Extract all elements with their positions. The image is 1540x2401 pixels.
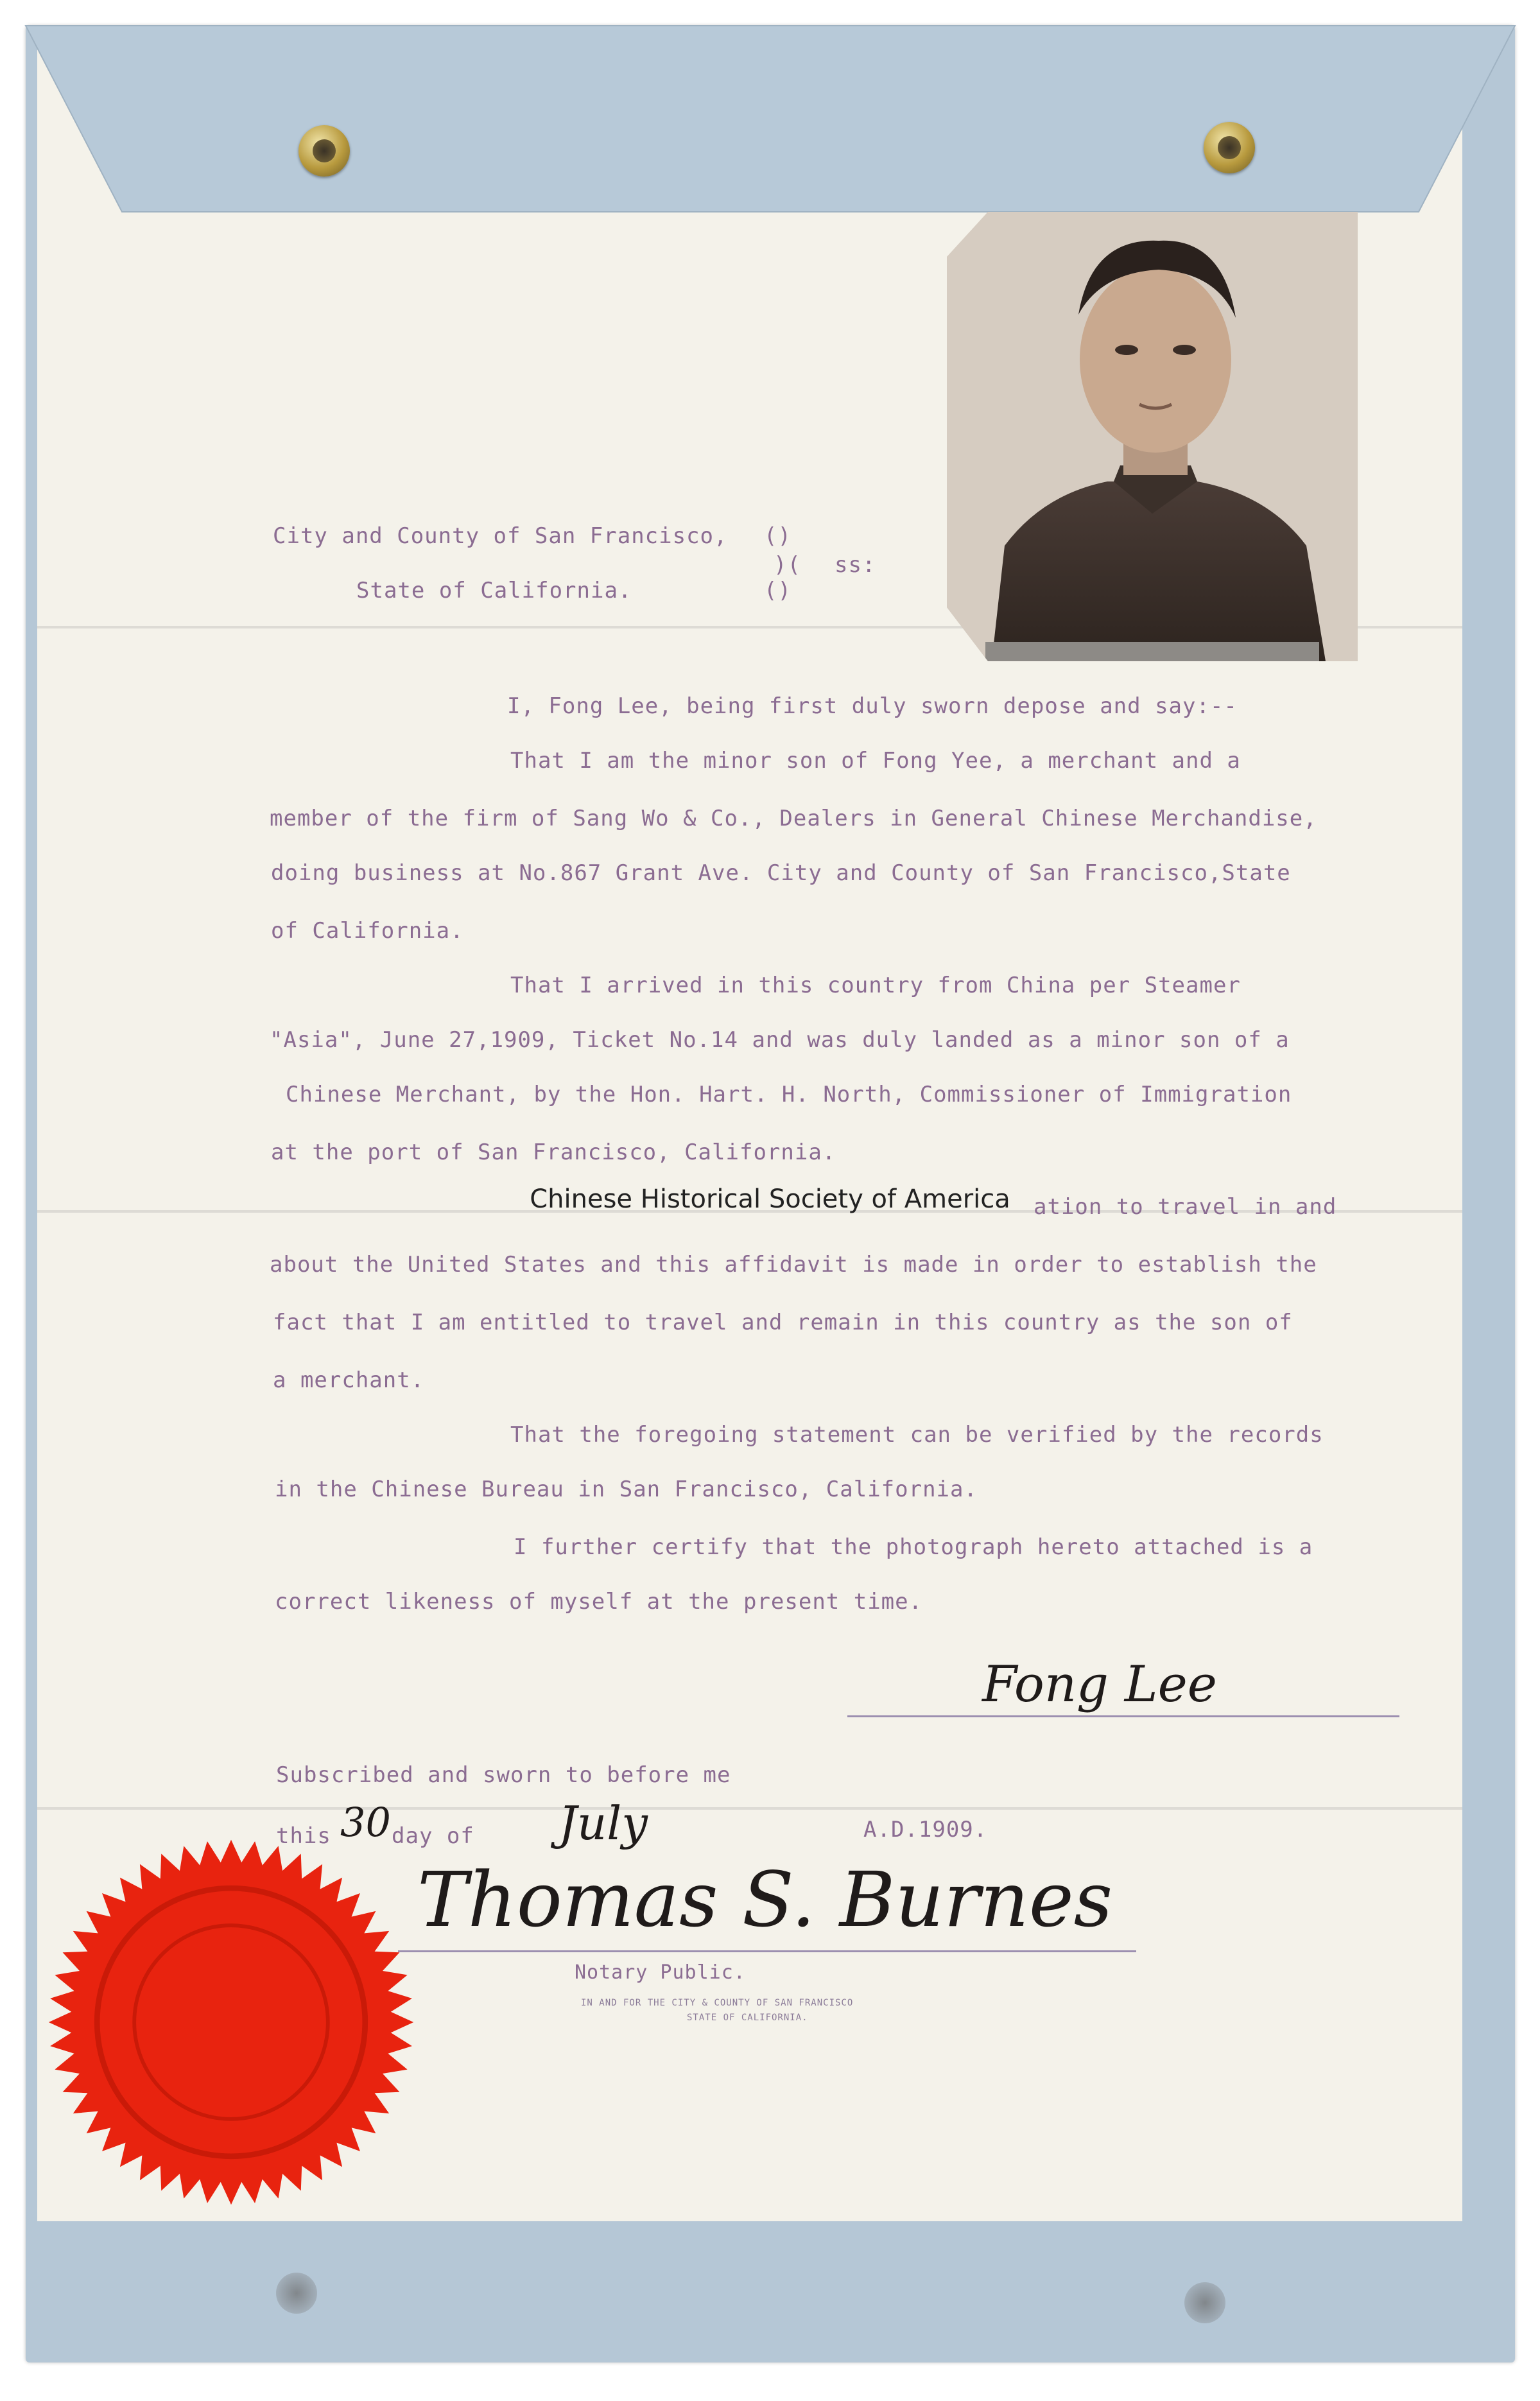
- notary-title: Notary Public.: [575, 1961, 746, 1984]
- affidavit-line: about the United States and this affidavit is made in order to establish the: [270, 1252, 1317, 1278]
- affidavit-line: Chinese Merchant, by the Hon. Hart. H. North, Commissioner of Immigration: [286, 1082, 1292, 1107]
- affidavit-line: That the foregoing statement can be verified by the records: [510, 1422, 1324, 1448]
- affidavit-line: fact that I am entitled to travel and remain in this country as the son of: [273, 1310, 1293, 1335]
- red-notary-seal-icon: [45, 1836, 417, 2208]
- svg-text:July: July: [558, 1796, 648, 1850]
- affidavit-line: at the port of San Francisco, California.: [271, 1140, 836, 1165]
- notary-jurisdiction: IN AND FOR THE CITY & COUNTY OF SAN FRANCISCO: [581, 1998, 854, 2008]
- venue-bracket: (): [764, 578, 792, 603]
- affidavit-line: "Asia", June 27,1909, Ticket No.14 and was duly landed as a minor son of a: [270, 1027, 1290, 1053]
- svg-text:Fong Lee: Fong Lee: [982, 1656, 1217, 1713]
- brass-grommet-icon: [1204, 122, 1255, 173]
- venue-state: State of California.: [356, 578, 632, 603]
- deponent-signature-line: [847, 1715, 1399, 1717]
- venue-ss: ss:: [835, 552, 876, 578]
- jurat-year: A.D.1909.: [863, 1817, 988, 1842]
- affidavit-line: member of the firm of Sang Wo & Co., Dealers in General Chinese Merchandise,: [270, 806, 1317, 831]
- notary-jurisdiction: STATE OF CALIFORNIA.: [687, 2013, 808, 2023]
- svg-text:Thomas S. Burnes: Thomas S. Burnes: [417, 1855, 1113, 1944]
- affidavit-line: a merchant.: [273, 1367, 425, 1393]
- affidavit-line: That I am the minor son of Fong Yee, a merchant and a: [510, 748, 1241, 774]
- deponent-signature: [976, 1643, 1258, 1727]
- jurat-day-of: day of: [392, 1823, 474, 1849]
- fold-line: [37, 1807, 1462, 1810]
- notary-signature-line: [398, 1950, 1136, 1952]
- jurat-this: this: [276, 1823, 331, 1849]
- venue-bracket: )(: [774, 552, 801, 578]
- venue-bracket: (): [764, 523, 792, 549]
- affidavit-line: That I arrived in this country from China per Steamer: [510, 973, 1241, 998]
- archive-watermark: Chinese Historical Society of America: [530, 1184, 1010, 1214]
- venue-city: City and County of San Francisco,: [273, 523, 728, 549]
- affidavit-line: ation to travel in and: [1034, 1194, 1337, 1220]
- affidavit-opening: I, Fong Lee, being first duly sworn depose and say:--: [507, 693, 1238, 719]
- affidavit-line: I further certify that the photograph hereto attached is a: [514, 1534, 1313, 1560]
- top-binding-flap: [26, 26, 1515, 218]
- affidavit-line: doing business at No.867 Grant Ave. City and County of San Francisco,State: [271, 860, 1291, 886]
- affidavit-line: in the Chinese Bureau in San Francisco, California.: [275, 1477, 978, 1502]
- punch-hole-icon: [1184, 2282, 1225, 2323]
- punch-hole-icon: [276, 2273, 317, 2314]
- affidavit-line: of California.: [271, 918, 464, 944]
- svg-text:30: 30: [340, 1799, 391, 1846]
- affidavit-line: correct likeness of myself at the present time.: [275, 1589, 923, 1615]
- notary-signature: [411, 1842, 1113, 1958]
- jurat-text: Subscribed and sworn to before me: [276, 1762, 731, 1788]
- brass-grommet-icon: [298, 125, 350, 177]
- portrait-photograph: [947, 212, 1358, 661]
